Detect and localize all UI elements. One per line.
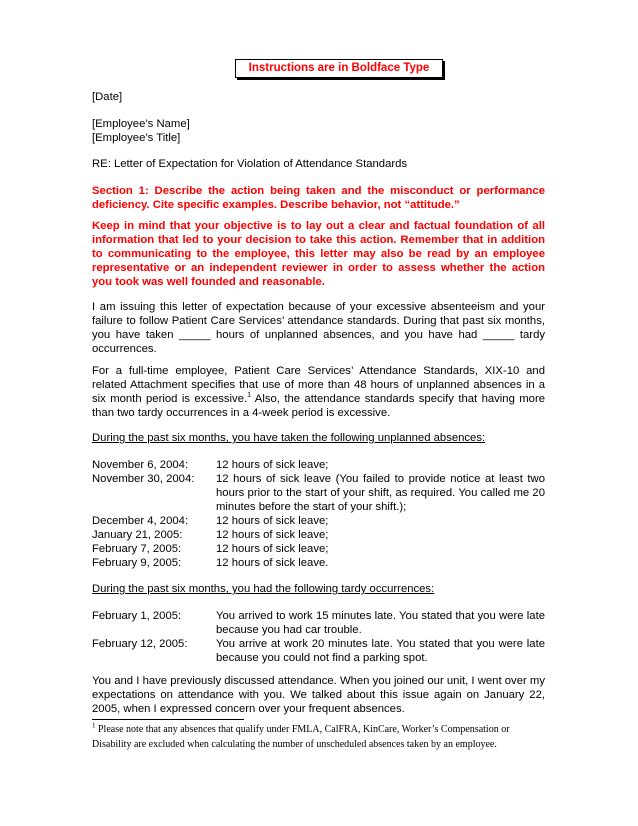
absence-text: 12 hours of sick leave;	[216, 529, 329, 541]
absence-date: February 7, 2005:	[92, 543, 182, 555]
absence-date: November 30, 2004:	[92, 473, 195, 485]
instruction-section: Section 1: Describe the action being taken and the misconduct or performance deficiency. Cite specific examples. Describe behavior, not “attitude.”	[92, 185, 545, 212]
footnote-mark: 1	[92, 721, 96, 730]
footnote	[92, 723, 545, 752]
absence-date: February 9, 2005:	[92, 557, 182, 569]
absence-text: 12 hours of sick leave.	[216, 557, 329, 569]
absence-text: 12 hours of sick leave (You failed to provide notice at least two hours prior to the start of your shift, as required. You called me 20 minutes before the start of your shift.);	[216, 473, 545, 514]
footnote-text: Please note that any absences that qualify under FMLA, CalFRA, KinCare, Worker’s Compensation or Disability are excluded when calculating the number of unscheduled absences taken by an employee.	[92, 724, 510, 750]
footnote-reference: 1	[247, 392, 252, 400]
absence-text: 12 hours of sick leave;	[216, 515, 329, 527]
paragraph-fulltime-a: For a full-time employee, Patient Care Services’ Attendance Standards, XIX-10 and related Attachment specifies that use of more than 48 hours of unplanned absences in a six month period is excessive.	[92, 365, 545, 406]
instructions-banner: Instructions are in Boldface Type	[235, 59, 443, 78]
tardy-heading: During the past six months, you had the following tardy occurrences:	[92, 583, 435, 595]
absence-text: 12 hours of sick leave;	[216, 543, 329, 555]
re-line: RE: Letter of Expectation for Violation of Attendance Standards	[92, 158, 408, 170]
absences-heading: During the past six months, you have taken the following unplanned absences:	[92, 432, 486, 444]
date-placeholder: [Date]	[92, 91, 123, 103]
footnote-divider	[92, 719, 244, 720]
absence-date: January 21, 2005:	[92, 529, 183, 541]
paragraph-fulltime	[92, 364, 545, 420]
instruction-objective: Keep in mind that your objective is to lay out a clear and factual foundation of all information that led to your decision to take this action. Remember that in addition to communicating to the employee, this letter may also be read by an employee representative or an independent reviewer in order to assess whether the action you took was well founded and reasonable.	[92, 220, 545, 289]
employee-name: [Employee’s Name]	[92, 118, 190, 130]
tardy-date: February 1, 2005:	[92, 610, 182, 622]
absence-text: 12 hours of sick leave;	[216, 459, 329, 471]
tardy-text: You arrived to work 15 minutes late. You stated that you were late because you had car trouble.	[216, 610, 545, 637]
absence-date: November 6, 2004:	[92, 459, 189, 471]
paragraph-fulltime-b: Also, the attendance standards specify that having more than two tardy occurrences in a 4-week period is excessive.	[92, 393, 545, 420]
absence-date: December 4, 2004:	[92, 515, 189, 527]
tardy-date: February 12, 2005:	[92, 638, 188, 650]
tardy-text: You arrive at work 20 minutes late. You stated that you were late because you could not find a parking spot.	[216, 638, 545, 665]
paragraph-issuing: I am issuing this letter of expectation because of your excessive absenteeism and your failure to follow Patient Care Services’ attendance standards. During that past six months, you have taken _____ hours of unplanned absences, and you have had _____ tardy occurrences.	[92, 301, 545, 356]
employee-title: [Employee’s Title]	[92, 132, 181, 144]
paragraph-discussed: You and I have previously discussed attendance. When you joined our unit, I went over my expectations on attendance with you. We talked about this issue again on January 22, 2005, when I expressed concern over your frequent absences.	[92, 675, 545, 716]
